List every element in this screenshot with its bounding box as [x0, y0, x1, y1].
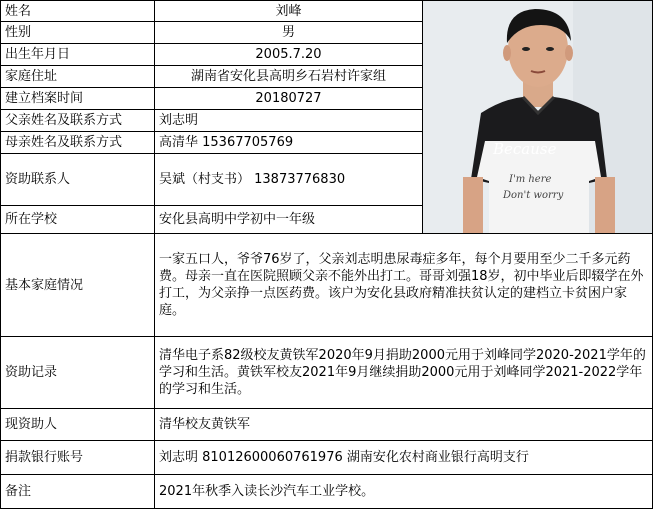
contact-label: 资助联系人	[1, 154, 155, 206]
record-value: 清华电子系82级校友黄铁军2020年9月捐助2000元用于刘峰同学2020-2021学年的学习和生活。黄铁军校友2021年9月继续捐助2000元用于刘峰同学2021-2022学年的学习和生活。	[155, 337, 653, 409]
father-label: 父亲姓名及联系方式	[1, 110, 155, 132]
mother-label: 母亲姓名及联系方式	[1, 132, 155, 154]
student-photo-cell	[423, 1, 653, 234]
row-sponsor	[1, 409, 653, 441]
record-label: 资助记录	[1, 337, 155, 409]
note-value: 2021年秋季入读长沙汽车工业学校。	[155, 475, 653, 509]
row-record	[1, 337, 653, 409]
shirt-text-dont-worry: Don't worry	[503, 190, 564, 201]
student-photo	[423, 1, 653, 234]
row-name	[1, 1, 653, 22]
shirt-text-because: Because	[493, 140, 557, 158]
mother-value: 高清华 15367705769	[155, 132, 423, 154]
file-time-value: 20180727	[155, 88, 423, 110]
gender-value: 男	[155, 22, 423, 44]
row-note	[1, 475, 653, 509]
sponsor-value: 清华校友黄铁军	[155, 409, 653, 441]
family-value: 一家五口人，爷爷76岁了，父亲刘志明患尿毒症多年，每个月要用至少二千多元药费。母亲一直在医院照顾父亲不能外出打工。哥哥刘强18岁，初中毕业后即辍学在外打工，为父亲挣一点医药费。该户为安化县政府精准扶贫认定的建档立卡贫困户家庭。	[155, 234, 653, 337]
gender-label: 性别	[1, 22, 155, 44]
father-value: 刘志明	[155, 110, 423, 132]
file-time-label: 建立档案时间	[1, 88, 155, 110]
birth-label: 出生年月日	[1, 44, 155, 66]
family-label: 基本家庭情况	[1, 234, 155, 337]
school-value: 安化县高明中学初中一年级	[155, 206, 423, 234]
shirt-text-im-here: I'm here	[509, 174, 552, 185]
contact-value: 吴斌（村支书） 13873776830	[155, 154, 423, 206]
row-family	[1, 234, 653, 337]
school-label: 所在学校	[1, 206, 155, 234]
name-value: 刘峰	[155, 1, 423, 22]
address-label: 家庭住址	[1, 66, 155, 88]
birth-value: 2005.7.20	[155, 44, 423, 66]
bank-label: 捐款银行账号	[1, 441, 155, 475]
bank-value: 刘志明 81012600060761976 湖南安化农村商业银行高明支行	[155, 441, 653, 475]
row-bank	[1, 441, 653, 475]
sponsor-label: 现资助人	[1, 409, 155, 441]
address-value: 湖南省安化县高明乡石岩村许家组	[155, 66, 423, 88]
note-label: 备注	[1, 475, 155, 509]
name-label: 姓名	[1, 1, 155, 22]
